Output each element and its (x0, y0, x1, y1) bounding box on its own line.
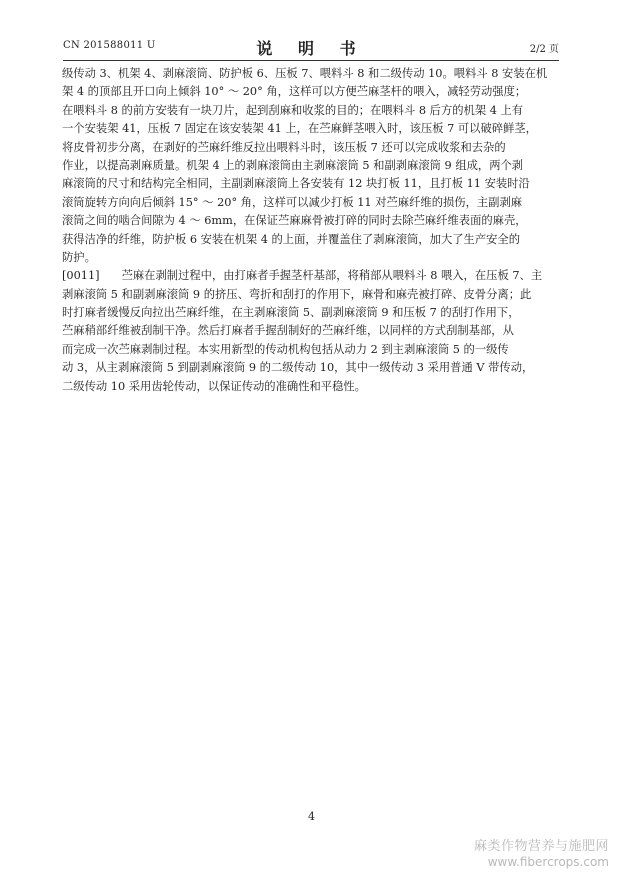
paragraph-number: [0011] (62, 269, 100, 283)
text-line: 滚筒之间的啮合间隙为 4 ～ 6mm，在保证苎麻麻骨被打碎的同时去除苎麻纤维表面的麻壳， (62, 214, 527, 228)
page-header (63, 36, 559, 61)
document-body (62, 65, 562, 396)
patent-number: CN 201588011 U (63, 40, 156, 51)
text-line-content: 苎麻在剥制过程中，由打麻者手握茎杆基部，将稍部从喂料斗 8 喂入，在压板 7、主 (121, 269, 543, 283)
watermark-url: www.fibercrops.com (487, 855, 609, 869)
text-line: 动 3，从主剥麻滚筒 5 到副剥麻滚筒 9 的二级传动 10，其中一级传动 3 采用普通 V 带传动， (62, 361, 534, 375)
watermark (474, 839, 609, 870)
text-line: 架 4 的顶部且开口向上倾斜 10° ～ 20° 角，这样可以方便苎麻茎杆的喂入，减轻劳动强度； (62, 85, 527, 99)
text-line: 级传动 3、机架 4、剥麻滚筒、防护板 6、压板 7、喂料斗 8 和二级传动 10。喂料斗 8 安装在机 (62, 67, 548, 80)
paragraph-0011 (62, 267, 562, 396)
text-line (62, 267, 562, 285)
text-line: 获得洁净的纤维，防护板 6 安装在机架 4 的上面，并覆盖住了剥麻滚筒，加大了生产安全的 (62, 232, 521, 246)
page-indicator: 2/2 页 (529, 44, 559, 55)
document-title: 说 明 书 (256, 39, 366, 58)
text-line: 滚筒旋转方向向后倾斜 15° ～ 20° 角，这样可以减少打板 11 对苎麻纤维的损伤，主副剥麻 (62, 195, 523, 209)
text-line: 防护。 (62, 250, 96, 264)
text-line: 苎麻稍部纤维被刮制干净。然后打麻者手握刮制好的苎麻纤维，以同样的方式刮制基部，从 (62, 324, 514, 338)
text-line: 将皮骨初步分离，在剥好的苎麻纤维反拉出喂料斗时，该压板 7 还可以完成收浆和去杂的 (62, 140, 506, 154)
text-line: 作业，以提高剥麻质量。机架 4 上的剥麻滚筒由主剥麻滚筒 5 和副剥麻滚筒 9 组成，两个剥 (62, 158, 524, 172)
paragraph (62, 65, 562, 267)
text-line: 而完成一次苎麻剥制过程。本实用新型的传动机构包括从动力 2 到主剥麻滚筒 5 的一级传 (62, 342, 509, 356)
text-line: 麻滚筒的尺寸和结构完全相同，主副剥麻滚筒上各安装有 12 块打板 11，且打板 11 安装时沿 (62, 177, 530, 191)
text-line: 二级传动 10 采用齿轮传动，以保证传动的准确性和平稳性。 (62, 379, 366, 393)
text-line: 剥麻滚筒 5 和副剥麻滚筒 9 的挤压、弯折和刮打的作用下，麻骨和麻壳被打碎、皮骨分离；此 (62, 287, 532, 301)
text-line: 时打麻者缓慢反向拉出苎麻纤维，在主剥麻滚筒 5、副剥麻滚筒 9 和压板 7 的刮打作用下， (62, 306, 520, 320)
watermark-text: 麻类作物营养与施肥网 (473, 839, 609, 854)
text-line: 在喂料斗 8 的前方安装有一块刀片，起到刮麻和收浆的目的；在喂料斗 8 后方的机架 4 上有 (62, 103, 524, 117)
text-line: 一个安装架 41，压板 7 固定在该安装架 41 上，在苎麻鲜茎喂入时，该压板 7 可以破碎鲜茎， (62, 122, 537, 136)
page-number: 4 (308, 810, 315, 823)
